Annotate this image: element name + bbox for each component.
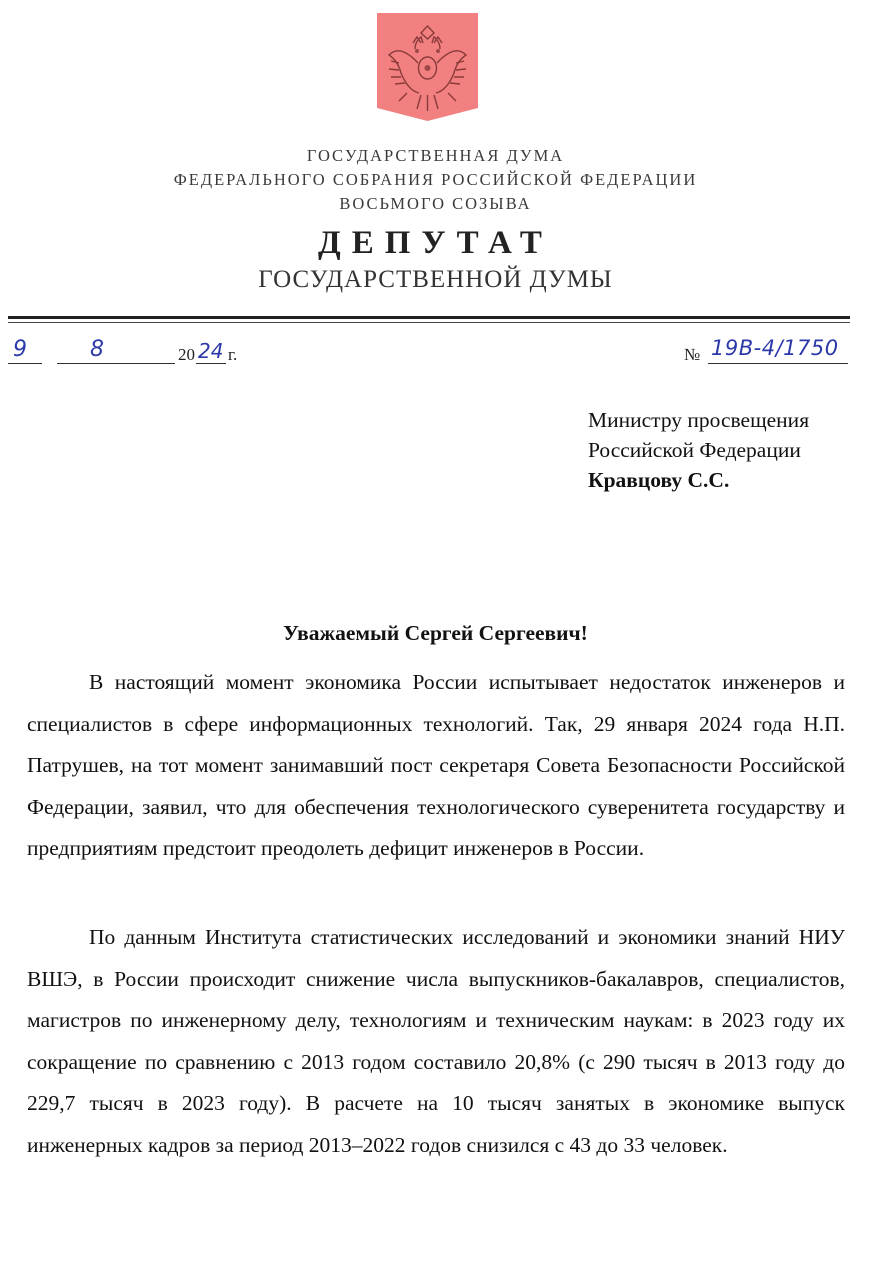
date-month: 8 [90, 337, 104, 362]
date-month-underline [57, 363, 175, 364]
document-number-underline [708, 363, 848, 364]
salutation: Уважаемый Сергей Сергеевич! [283, 621, 588, 645]
russian-coat-of-arms-icon [377, 13, 478, 121]
org-line-3: ВОСЬМОГО СОЗЫВА [339, 194, 532, 213]
date-day-underline [8, 363, 42, 364]
addressee-block [588, 405, 809, 495]
document-number-label: № [684, 345, 701, 364]
document-number: 19В-4/1750 [711, 336, 839, 360]
addressee-name: Кравцову С.С. [588, 468, 730, 492]
date-year-suffix: 24 [198, 339, 224, 363]
header-rule-thick [8, 316, 850, 319]
letterhead-title: ДЕПУТАТ [318, 225, 553, 261]
body-paragraph-2: По данным Института статистических исследований и экономики знаний НИУ ВШЭ, в России происходит снижение числа выпускников-бакалавров, специалистов, магистров по инженерному делу, технологиям и техническим наукам: в 2023 году их сокращение по сравнению с 2013 годом составило 20,8% (с 290 тысяч в 2013 году до 229,7 тысяч в 2023 году). В расчете на 10 тысяч занятых в экономике выпуск инженерных кадров за период 2013–2022 годов снизился с 43 до 33 человек. [27, 925, 845, 1157]
date-day: 9 [13, 337, 27, 362]
org-line-1: ГОСУДАРСТВЕННАЯ ДУМА [306, 146, 565, 165]
addressee-line-2: Российской Федерации [588, 438, 801, 462]
body-paragraph-1: В настоящий момент экономика России испытывает недостаток инженеров и специалистов в сфере информационных технологий. Так, 29 января 2024 года Н.П. Патрушев, на тот момент занимавший пост секретаря Совета Безопасности Российской Федерации, заявил, что для обеспечения технологического суверенитета государству и предприятиям предстоит преодолеть дефицит инженеров в России. [27, 670, 845, 860]
header-rule-thin [8, 322, 850, 323]
date-year-prefix: 20 [178, 345, 195, 364]
coat-of-arms-icon [377, 13, 478, 121]
addressee-line-1: Министру просвещения [588, 408, 810, 432]
date-year-underline [196, 363, 226, 364]
org-line-2: ФЕДЕРАЛЬНОГО СОБРАНИЯ РОССИЙСКОЙ ФЕДЕРАЦИИ [173, 170, 698, 189]
letterhead-subtitle: ГОСУДАРСТВЕННОЙ ДУМЫ [258, 266, 613, 293]
date-year-unit: г. [228, 345, 238, 364]
